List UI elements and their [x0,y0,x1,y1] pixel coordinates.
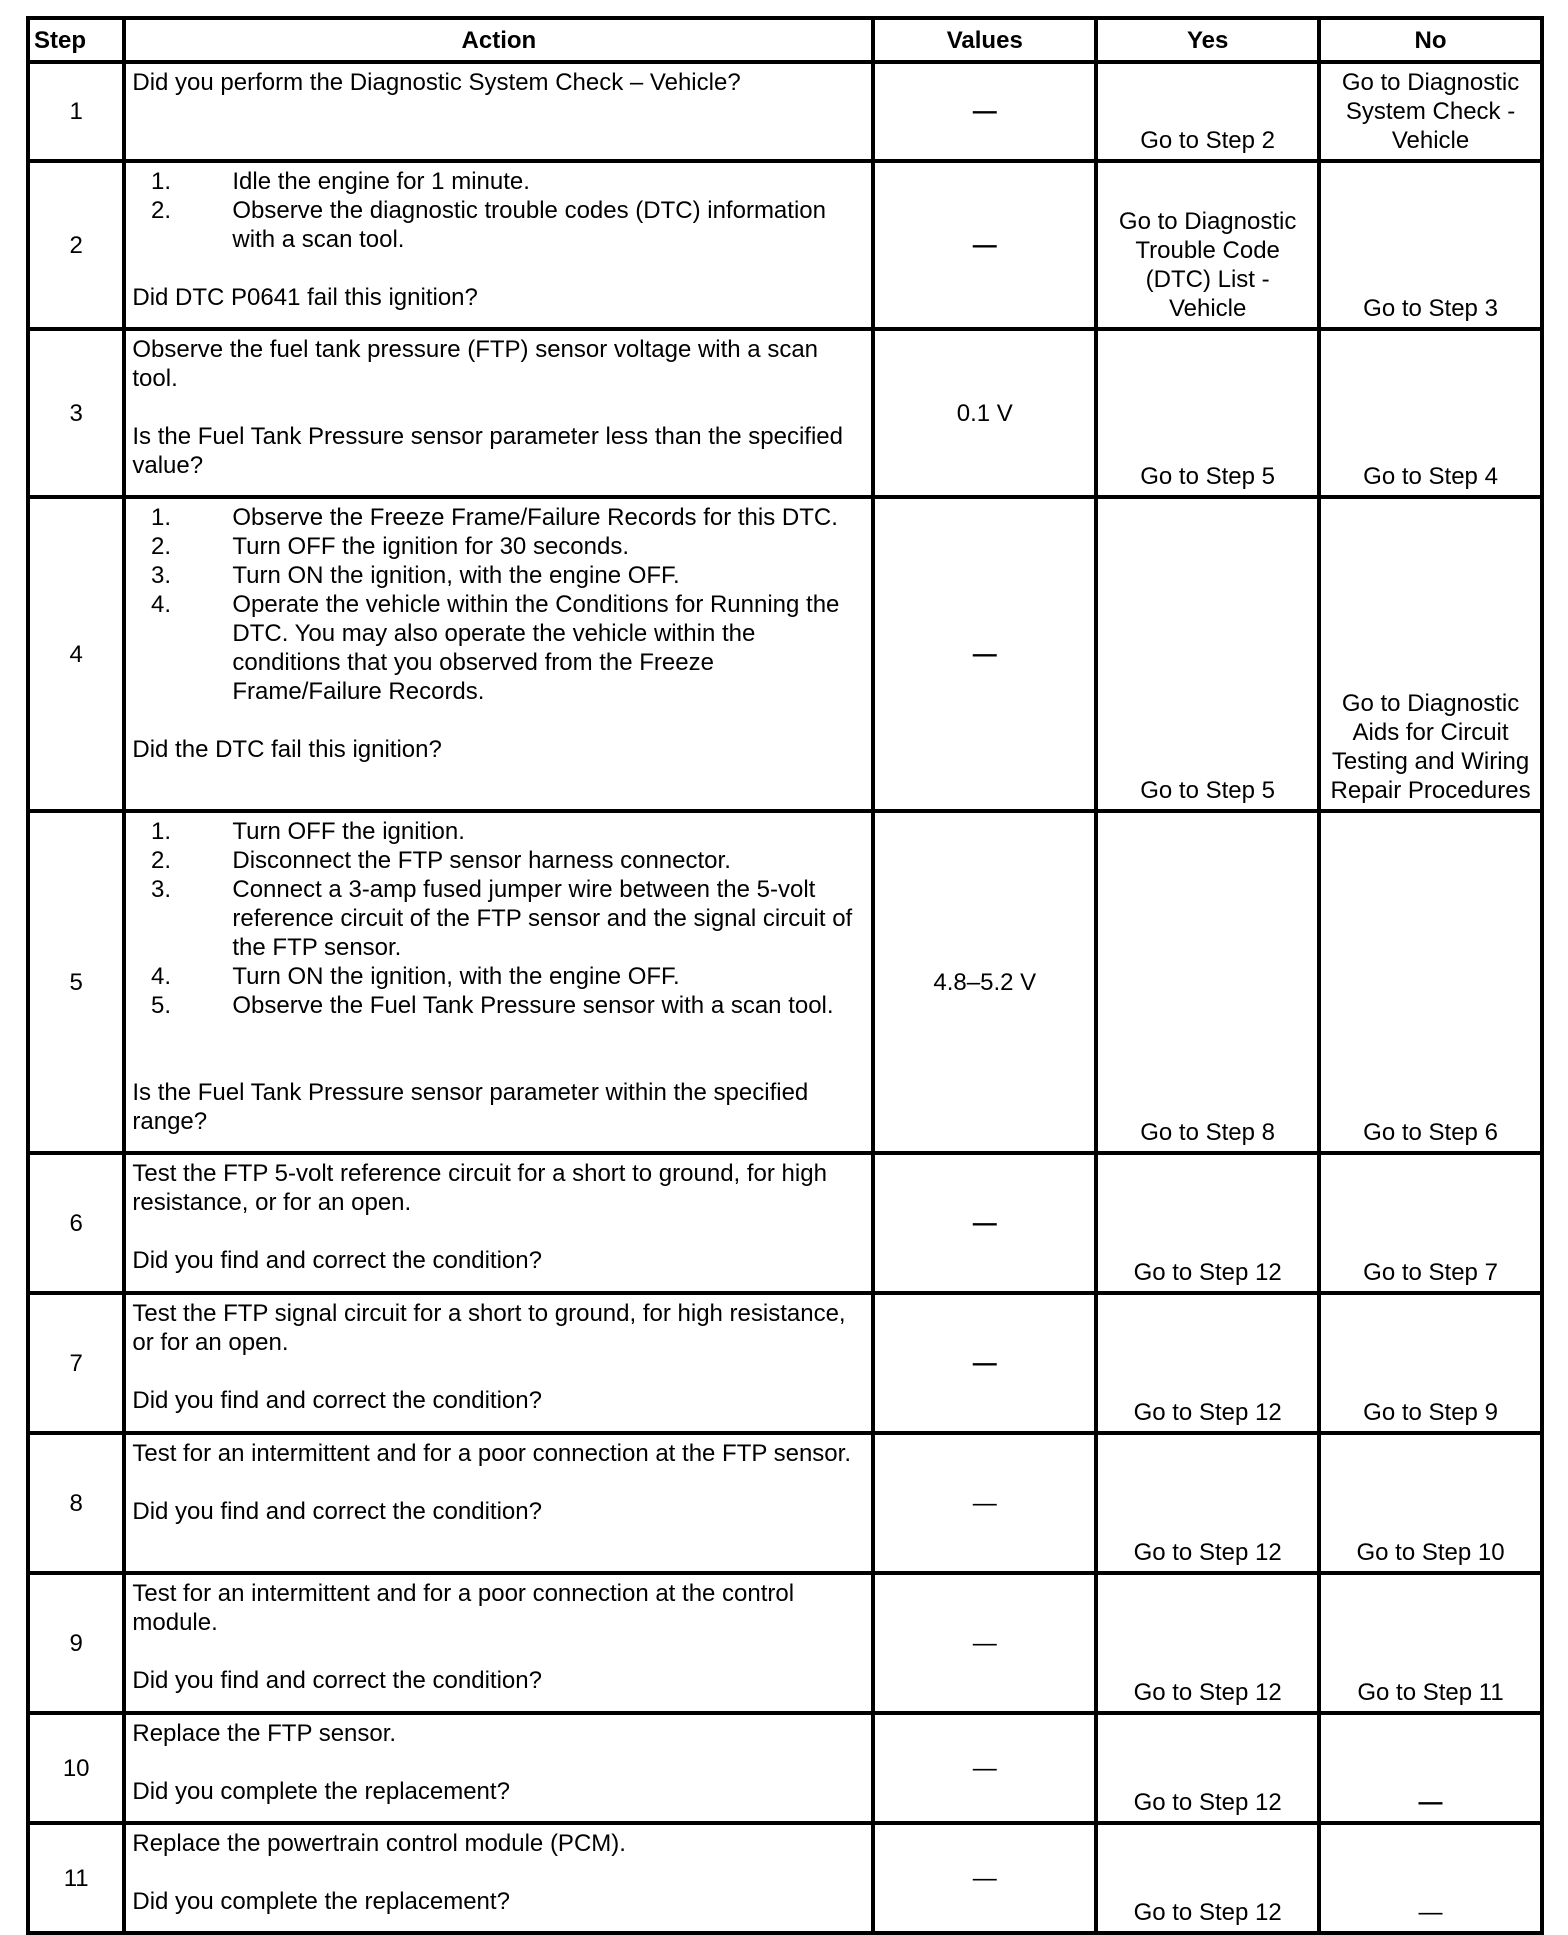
action-question: Did you find and correct the condition? [132,1387,542,1414]
action-steps [132,503,865,706]
action-cell [124,1823,873,1933]
no-cell: Go to Diagnostic Aids for Circuit Testing and Wiring Repair Procedures [1319,497,1542,811]
no-cell: Go to Step 7 [1319,1153,1542,1293]
action-steps [132,167,865,254]
header-values: Values [873,18,1096,62]
action-question: Is the Fuel Tank Pressure sensor parameter within the specified range? [132,1079,809,1135]
action-question: Did you find and correct the condition? [132,1498,542,1525]
action-text: Did you perform the Diagnostic System Check – Vehicle? [132,69,741,96]
action-step: 1. Idle the engine for 1 minute. [184,167,865,196]
action-step: 1. Turn OFF the ignition. [184,817,865,846]
table-row [28,62,1542,161]
value-cell: — [873,1823,1096,1933]
yes-cell: Go to Step 12 [1096,1433,1319,1573]
no-cell: Go to Step 6 [1319,811,1542,1153]
value-cell: — [873,1293,1096,1433]
action-step: 2. Disconnect the FTP sensor harness connector. [184,846,865,875]
action-question: Did you find and correct the condition? [132,1247,542,1274]
value-cell: 4.8–5.2 V [873,811,1096,1153]
yes-cell: Go to Step 5 [1096,329,1319,497]
yes-cell: Go to Step 12 [1096,1153,1319,1293]
table-row [28,497,1542,811]
action-question: Did you complete the replacement? [132,1778,510,1805]
value-cell: — [873,1433,1096,1573]
action-cell [124,1713,873,1823]
yes-cell: Go to Step 8 [1096,811,1319,1153]
value-cell: — [873,62,1096,161]
value-cell: — [873,1153,1096,1293]
action-question: Did the DTC fail this ignition? [132,736,442,763]
action-question: Did DTC P0641 fail this ignition? [132,284,478,311]
no-cell: Go to Diagnostic System Check - Vehicle [1319,62,1542,161]
step-number: 5 [28,811,124,1153]
action-steps [132,817,865,1020]
step-number: 9 [28,1573,124,1713]
action-text: Replace the powertrain control module (PCM). [132,1830,626,1857]
step-number: 4 [28,497,124,811]
action-step: 4. Turn ON the ignition, with the engine OFF. [184,962,865,991]
no-cell: Go to Step 11 [1319,1573,1542,1713]
action-text: Replace the FTP sensor. [132,1720,397,1747]
no-cell: Go to Step 4 [1319,329,1542,497]
value-cell: 0.1 V [873,329,1096,497]
table-row [28,1433,1542,1573]
step-number: 8 [28,1433,124,1573]
action-text: Test the FTP signal circuit for a short to ground, for high resistance, or for an open. [132,1300,846,1356]
yes-cell: Go to Step 5 [1096,497,1319,811]
header-yes: Yes [1096,18,1319,62]
action-question: Did you find and correct the condition? [132,1667,542,1694]
action-cell [124,811,873,1153]
diagnostic-table [26,16,1544,1935]
yes-cell: Go to Step 12 [1096,1573,1319,1713]
no-cell: — [1319,1713,1542,1823]
table-row [28,1713,1542,1823]
step-number: 1 [28,62,124,161]
action-cell [124,1153,873,1293]
table-row [28,329,1542,497]
action-text: Observe the fuel tank pressure (FTP) sensor voltage with a scan tool. [132,336,819,392]
action-text: Test for an intermittent and for a poor connection at the FTP sensor. [132,1440,851,1467]
action-step: 3. Turn ON the ignition, with the engine OFF. [184,561,865,590]
value-cell: — [873,161,1096,329]
value-cell: — [873,1573,1096,1713]
yes-cell: Go to Step 12 [1096,1713,1319,1823]
action-step: 2. Turn OFF the ignition for 30 seconds. [184,532,865,561]
yes-cell: Go to Step 12 [1096,1823,1319,1933]
step-number: 11 [28,1823,124,1933]
action-text: Test the FTP 5-volt reference circuit for a short to ground, for high resistance, or for an open. [132,1160,827,1216]
table-row [28,1153,1542,1293]
action-cell [124,161,873,329]
no-cell: — [1319,1823,1542,1933]
step-number: 2 [28,161,124,329]
table-row [28,1293,1542,1433]
action-cell [124,329,873,497]
header-row [28,18,1542,62]
action-cell [124,497,873,811]
action-step: 5. Observe the Fuel Tank Pressure sensor with a scan tool. [184,991,865,1020]
action-cell [124,62,873,161]
step-number: 3 [28,329,124,497]
value-cell: — [873,497,1096,811]
step-number: 7 [28,1293,124,1433]
action-question: Did you complete the replacement? [132,1888,510,1915]
header-no: No [1319,18,1542,62]
table-row [28,1573,1542,1713]
header-action: Action [124,18,873,62]
yes-cell: Go to Diagnostic Trouble Code (DTC) List - Vehicle [1096,161,1319,329]
step-number: 10 [28,1713,124,1823]
step-number: 6 [28,1153,124,1293]
table-row [28,811,1542,1153]
header-step: Step [28,18,124,62]
no-cell: Go to Step 3 [1319,161,1542,329]
action-text: Test for an intermittent and for a poor connection at the control module. [132,1580,795,1636]
action-step: 2. Observe the diagnostic trouble codes (DTC) information with a scan tool. [184,196,865,254]
action-step: 4. Operate the vehicle within the Conditions for Running the DTC. You may also operate the vehicle within the conditions that you observed from the Freeze Frame/Failure Records. [184,590,865,706]
action-cell [124,1573,873,1713]
value-cell: — [873,1713,1096,1823]
table-row [28,161,1542,329]
action-step: 3. Connect a 3-amp fused jumper wire between the 5-volt reference circuit of the FTP sensor and the signal circuit of the FTP sensor. [184,875,865,962]
yes-cell: Go to Step 2 [1096,62,1319,161]
action-question: Is the Fuel Tank Pressure sensor parameter less than the specified value? [132,423,843,479]
action-step: 1. Observe the Freeze Frame/Failure Records for this DTC. [184,503,865,532]
no-cell: Go to Step 10 [1319,1433,1542,1573]
yes-cell: Go to Step 12 [1096,1293,1319,1433]
action-cell [124,1293,873,1433]
table-row [28,1823,1542,1933]
no-cell: Go to Step 9 [1319,1293,1542,1433]
action-cell [124,1433,873,1573]
